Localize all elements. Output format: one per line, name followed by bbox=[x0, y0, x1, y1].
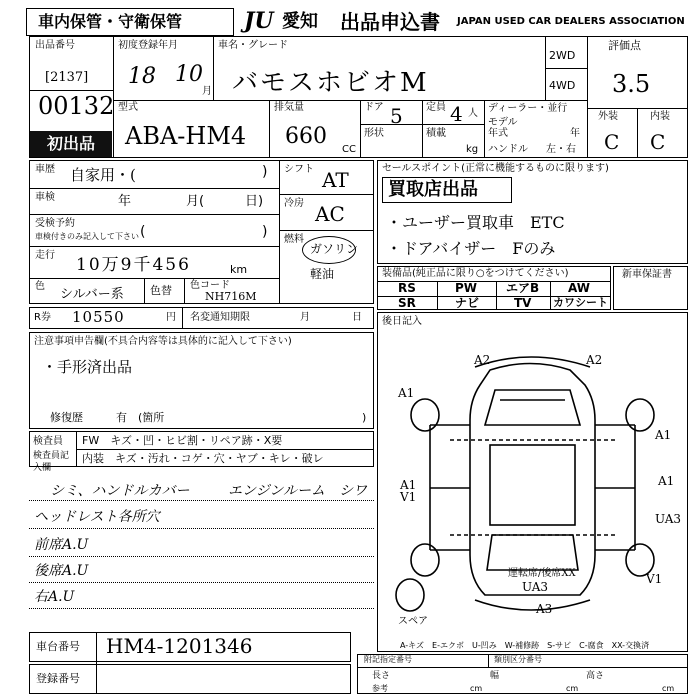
model-value: バモスホビオM bbox=[232, 68, 429, 98]
damage-v1-right: V1 bbox=[646, 572, 663, 586]
dealer-label: ディーラー・並行 bbox=[488, 103, 568, 114]
storage-label: 車内保管・守衛保管 bbox=[38, 12, 183, 31]
damage-a3-rear: A3 bbox=[536, 602, 553, 616]
damage-a2-left: A2 bbox=[474, 353, 491, 367]
equip-airbag: エアB bbox=[506, 281, 540, 295]
aircon-value: AC bbox=[315, 202, 345, 226]
shape-label: 形状 bbox=[364, 128, 384, 139]
fuel-value: ガソリン bbox=[310, 242, 359, 256]
use-value: 自家用・( bbox=[70, 166, 136, 184]
equip-aw: AW bbox=[568, 281, 590, 295]
type-label: 型式 bbox=[118, 102, 138, 113]
inspection-label: 車検 bbox=[35, 192, 55, 203]
remarks-line4: 後席A.U bbox=[34, 563, 89, 579]
color-code-label: 色コード bbox=[190, 280, 230, 291]
drive-4wd: 4WD bbox=[549, 79, 576, 92]
damage-a1-right: A1 bbox=[658, 474, 675, 488]
registration-label: 初度登録年月 bbox=[118, 40, 178, 51]
spare-label: スペア bbox=[398, 616, 428, 627]
box2-label: 類別区分番号 bbox=[494, 655, 542, 664]
damage-v1-left: V1 bbox=[400, 490, 417, 504]
equip-rs: RS bbox=[398, 281, 416, 295]
remarks-line2: ヘッドレスト各所穴 bbox=[34, 509, 160, 525]
association-name: JAPAN USED CAR DEALERS ASSOCIATION bbox=[457, 16, 685, 27]
after-label: 後日記入 bbox=[382, 316, 422, 327]
damage-ua3-rear: UA3 bbox=[522, 580, 549, 594]
equipment-label: 装備品(純正品に限り○をつけてください) bbox=[382, 268, 569, 279]
sales-point-line2: ・ドアバイザー Fのみ bbox=[386, 239, 556, 258]
repair-value: 有 (箇所 bbox=[116, 411, 165, 424]
name-change-label: 名変通知期限 bbox=[190, 312, 250, 323]
displacement-value: 660 bbox=[285, 124, 327, 149]
sales-point-label: セールスポイント(正常に機能するものに限ります) bbox=[382, 163, 609, 174]
damage-a1-mid-left: A1 bbox=[400, 478, 417, 492]
notes-value: ・手形済出品 bbox=[42, 358, 133, 376]
plate-label: 登録番号 bbox=[36, 672, 80, 685]
equip-navi: ナビ bbox=[455, 296, 480, 310]
mileage-value: 10万9千456 bbox=[76, 255, 191, 275]
handle-label: ハンドル bbox=[488, 144, 528, 155]
sales-point-line1: ・ユーザー買取車 ETC bbox=[386, 213, 565, 232]
buyer-stamp-text: 買取店出品 bbox=[388, 179, 478, 200]
fuel-label: 燃料 bbox=[284, 234, 304, 245]
rating-exterior: C bbox=[604, 130, 620, 154]
damage-a1-right-2: A1 bbox=[655, 428, 672, 442]
damage-a2-right: A2 bbox=[586, 353, 603, 367]
rating-interior: C bbox=[650, 130, 666, 154]
type-value: ABA-HM4 bbox=[125, 122, 247, 150]
mileage-label: 走行 bbox=[35, 250, 55, 261]
registration-month: 10 bbox=[175, 62, 203, 87]
lot-number: 00132 bbox=[38, 92, 115, 120]
equip-sr: SR bbox=[398, 296, 416, 310]
notes-label: 注意事項申告欄(不具合内容等は具体的に記入して下さい) bbox=[34, 336, 292, 347]
remarks-line1: シミ、ハンドルカバー bbox=[50, 483, 190, 499]
form-title: 出品申込書 bbox=[340, 10, 440, 34]
lot-label: 出品番号 bbox=[35, 40, 75, 51]
recycle-value: 10550 bbox=[72, 308, 125, 326]
color-value: シルバー系 bbox=[60, 287, 124, 302]
warranty-label: 新車保証書 bbox=[622, 269, 672, 280]
displacement-label: 排気量 bbox=[274, 102, 304, 113]
registration-year: 18 bbox=[128, 64, 156, 89]
repair-label: 修復歴 bbox=[50, 411, 83, 424]
damage-ua3-right: UA3 bbox=[655, 512, 682, 526]
record-label: 検査員記入欄 bbox=[33, 451, 70, 473]
use-label: 車歴 bbox=[35, 164, 55, 175]
equip-pw: PW bbox=[455, 281, 478, 295]
equip-tv: TV bbox=[514, 296, 532, 310]
chassis-label: 車台番号 bbox=[36, 640, 80, 653]
rating-score: 3.5 bbox=[612, 70, 651, 98]
damage-legend: A-キズ E-エクボ U-凹み W-補修跡 S-サビ C-腐食 XX-交換済 bbox=[400, 641, 650, 650]
record-row2: 内装 キズ・汚れ・コゲ・穴・ヤブ・キレ・破レ bbox=[82, 452, 324, 465]
recycle-label: R券 bbox=[34, 312, 51, 323]
remarks-line5: 右A.U bbox=[34, 589, 75, 605]
load-label: 積載 bbox=[426, 128, 446, 139]
drive-2wd: 2WD bbox=[549, 49, 576, 62]
color-label: 色 bbox=[35, 281, 45, 292]
rating-label: 評価点 bbox=[608, 39, 641, 52]
ju-logo: JU bbox=[244, 8, 274, 34]
inspector-label: 検査員 bbox=[33, 436, 63, 447]
color-code: NH716M bbox=[205, 290, 257, 303]
damage-a1-top-left: A1 bbox=[398, 386, 415, 400]
aircon-label: 冷房 bbox=[284, 198, 304, 209]
receipt-label: 受検予約 bbox=[35, 218, 75, 229]
box1-label: 附記指定番号 bbox=[364, 655, 412, 664]
model-label: 車名・グレード bbox=[218, 40, 288, 51]
car-diagram bbox=[380, 345, 685, 640]
remarks-line3: 前席A.U bbox=[34, 537, 89, 553]
shift-value: AT bbox=[322, 168, 349, 192]
chassis-value: HM4-1201346 bbox=[106, 634, 253, 658]
shift-label: シフト bbox=[284, 164, 314, 175]
equip-leather: カワシート bbox=[553, 296, 608, 309]
remarks-line1b: エンジンルーム シワ bbox=[228, 483, 367, 499]
logo-text: 愛知 bbox=[282, 11, 318, 32]
record-row1: FW キズ・凹・ヒビ割・リペア跡・X要 bbox=[82, 434, 283, 447]
lot-code: [2137] bbox=[45, 70, 89, 85]
doors-label: ドア bbox=[364, 102, 384, 113]
doors-value: 5 bbox=[390, 104, 403, 128]
first-listing-badge: 初出品 bbox=[30, 131, 112, 157]
capacity-label: 定員 bbox=[426, 102, 446, 113]
diagram-side-note: 運転席/後席XX bbox=[508, 568, 576, 579]
capacity-value: 4 bbox=[450, 102, 463, 126]
